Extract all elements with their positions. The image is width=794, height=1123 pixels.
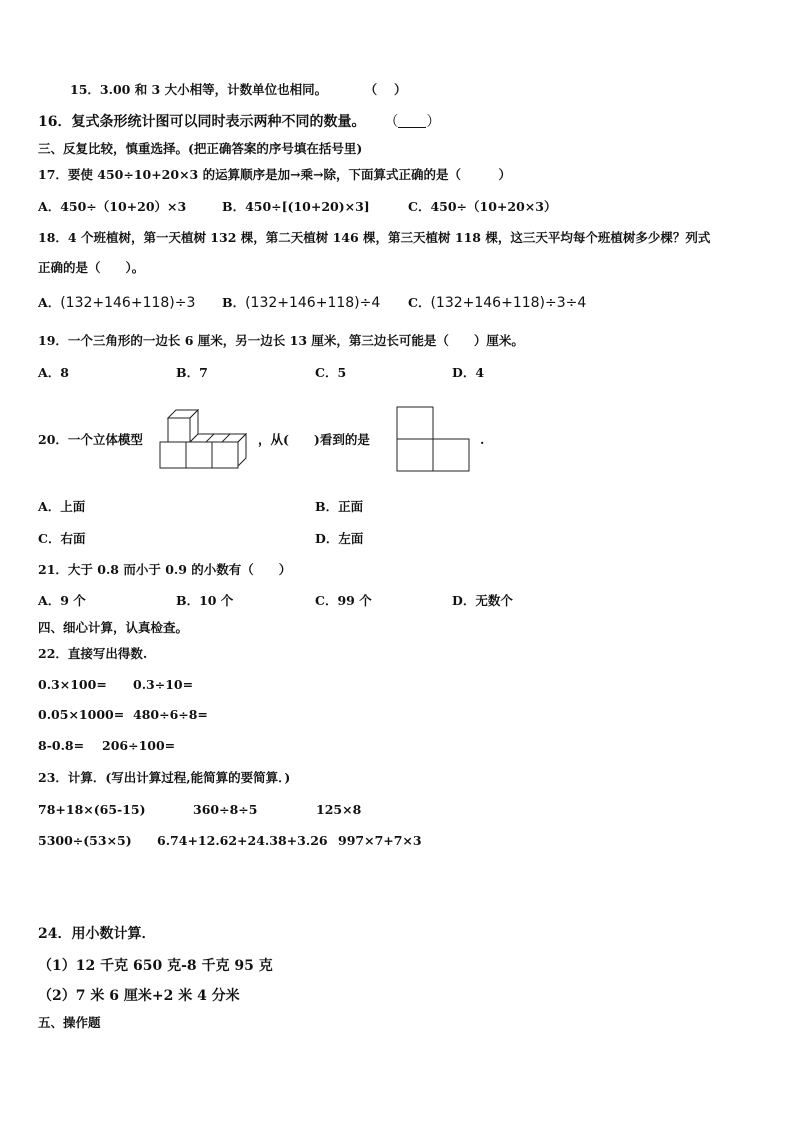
question-23-item: 5300÷(53×5) <box>38 833 132 848</box>
option-b-formula: (132+146+118)÷4 <box>245 295 381 311</box>
question-23-item: 997×7+7×3 <box>338 833 422 848</box>
solid-model-figure <box>158 406 248 474</box>
question-18-option-a <box>38 295 195 311</box>
question-21-option-d: D．无数个 <box>452 593 513 608</box>
question-17-option-b: B．450÷[(10+20)×3] <box>222 199 370 214</box>
question-18-stem-line2: 正确的是（ ）。 <box>38 260 145 275</box>
question-16-paren-left: （ <box>384 114 399 130</box>
question-22-item: 0.05×1000= <box>38 707 125 722</box>
section-5-heading: 五、操作题 <box>38 1015 101 1030</box>
question-20-option-d: D．左面 <box>315 531 364 546</box>
question-19-option-d: D．4 <box>452 365 485 380</box>
option-c-formula: (132+146+118)÷3÷4 <box>430 295 587 311</box>
question-24-part-1: （1）12 千克 650 克-8 千克 95 克 <box>38 958 273 974</box>
question-23-item: 6.74+12.62+24.38+3.26 <box>157 833 328 848</box>
question-20-stem-mid: ，从( )看到的是 <box>258 432 370 447</box>
question-19-option-a: A．8 <box>38 365 69 380</box>
question-22-stem: 22．直接写出得数. <box>38 646 148 661</box>
question-23-item: 78+18×(65-15) <box>38 802 146 817</box>
question-21-option-a: A．9 个 <box>38 593 86 608</box>
question-17-option-a: A．450÷（10+20）×3 <box>38 199 187 214</box>
question-22-item: 480÷6÷8= <box>133 707 208 722</box>
question-22-item: 206÷100= <box>102 738 176 753</box>
answer-blank <box>398 115 426 128</box>
view-shape-figure <box>396 406 470 472</box>
question-16-text: 16．复式条形统计图可以同时表示两种不同的数量。 <box>38 114 366 130</box>
question-20-option-b: B．正面 <box>315 499 364 514</box>
question-21-option-c: C．99 个 <box>315 593 372 608</box>
question-19-option-b: B．7 <box>176 365 208 380</box>
question-23-item: 360÷8÷5 <box>193 802 258 817</box>
question-23-item: 125×8 <box>316 802 362 817</box>
question-17-stem: 17．要使 450÷10+20×3 的运算顺序是加→乘→除，下面算式正确的是（ ） <box>38 167 512 182</box>
question-21-option-b: B．10 个 <box>176 593 234 608</box>
question-16 <box>38 114 440 130</box>
question-18-option-b <box>222 295 380 311</box>
question-22-item: 0.3×100= <box>38 677 107 692</box>
question-23-stem: 23．计算．(写出计算过程,能简算的要简算．) <box>38 770 291 785</box>
question-17-option-c: C．450÷（10+20×3） <box>408 199 557 214</box>
option-a-label: A． <box>38 295 61 310</box>
question-19-option-c: C．5 <box>315 365 347 380</box>
section-3-heading: 三、反复比较，慎重选择。(把正确答案的序号填在括号里) <box>38 141 363 156</box>
option-c-label: C． <box>408 295 431 310</box>
section-4-heading: 四、细心计算，认真检查。 <box>38 620 189 635</box>
question-20-option-a: A．上面 <box>38 499 86 514</box>
question-22-item: 8-0.8= <box>38 738 85 753</box>
question-24-stem: 24．用小数计算． <box>38 926 156 942</box>
question-18-stem-line1: 18．4 个班植树，第一天植树 132 棵，第二天植树 146 棵，第三天植树 118 棵，这三天平均每个班植树多少棵？列式 <box>38 230 711 245</box>
question-22-item: 0.3÷10= <box>133 677 194 692</box>
question-21-stem: 21．大于 0.8 而小于 0.9 的小数有（ ） <box>38 562 292 577</box>
question-24-part-2: （2）7 米 6 厘米+2 米 4 分米 <box>38 988 240 1004</box>
question-20-stem-end: . <box>480 432 485 447</box>
question-20-stem-left: 20．一个立体模型 <box>38 432 143 447</box>
question-15: 15．3.00 和 3 大小相等，计数单位也相同。 （ ） <box>70 82 407 97</box>
question-18-option-c <box>408 295 586 311</box>
question-16-paren-right: ） <box>426 114 441 130</box>
option-a-formula: (132+146+118)÷3 <box>60 295 196 311</box>
option-b-label: B． <box>222 295 246 310</box>
question-19-stem: 19．一个三角形的一边长 6 厘米，另一边长 13 厘米，第三边长可能是（ ）厘米。 <box>38 333 524 348</box>
question-20-option-c: C．右面 <box>38 531 86 546</box>
